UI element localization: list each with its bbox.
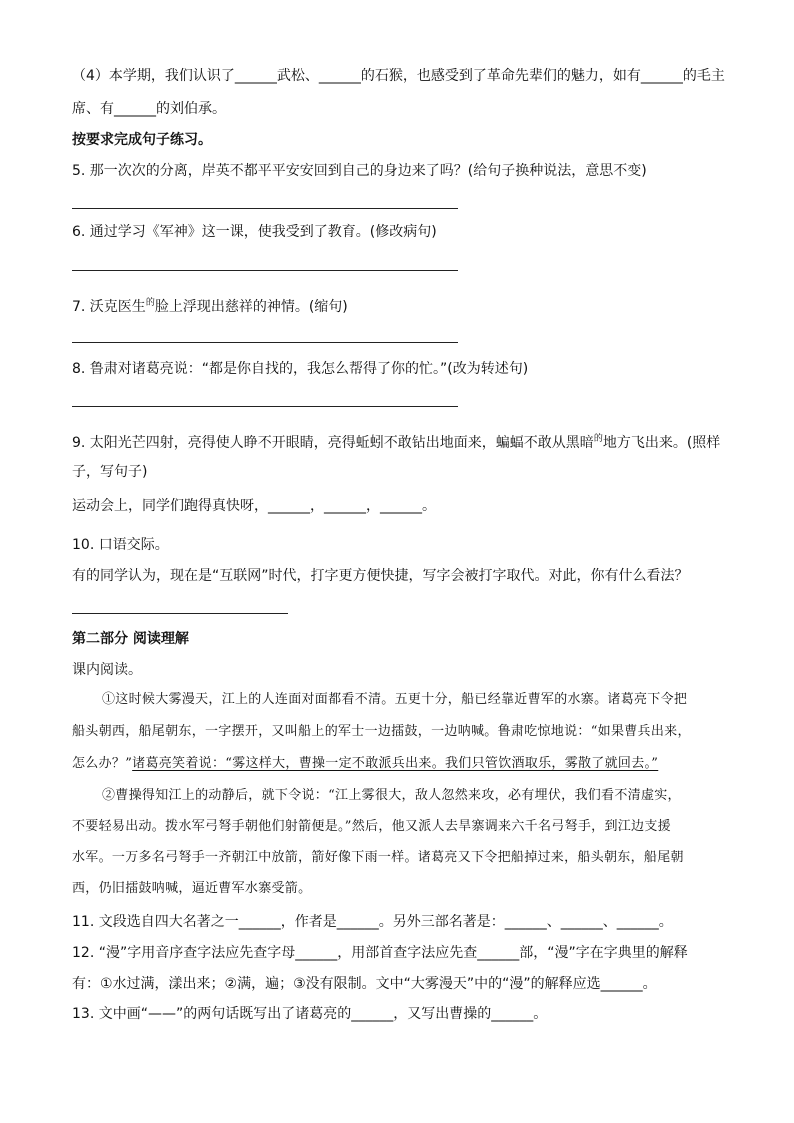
q7-before: 7. 沃克医生 [72, 299, 146, 315]
passage-p1-line3-start: 怎么办？” [72, 756, 133, 771]
q9-before: 9. 太阳光芒四射，亮得使人睁不开眼睛，亮得蚯蚓不敢钻出地面来，蝙蝠不敢从黑暗 [72, 435, 594, 451]
part2-subtitle: 课内阅读。 [72, 662, 142, 678]
q10-text: 有的同学认为，现在是“互联网”时代，打字更方便快捷，写字会被打字取代。对此，你有什么看法？ [72, 568, 689, 584]
passage-p2-line2: 不要轻易出动。拨水军弓弩手朝他们射箭便是。”然后，他又派人去旱寨调来六千名弓弩手，到江边支援 [72, 819, 671, 834]
passage-p1-line1: ①这时候大雾漫天，江上的人连面对面都看不清。五更十分，船已经靠近曹军的水寨。诸葛亮下令把 [102, 692, 688, 707]
q11-prompt: 11. 文段选自四大名著之一______，作者是______。另外三部名著是：______、______、______。 [72, 914, 673, 930]
q9-prompt [72, 429, 720, 453]
passage-p1-line3 [72, 754, 658, 774]
q6-prompt: 6. 通过学习《军神》这一课，使我受到了教育。(修改病句) [72, 224, 437, 240]
section-heading-sentence: 按要求完成句子练习。 [72, 132, 212, 148]
q8-answer-line[interactable] [72, 406, 458, 407]
q12-line1: 12. “漫”字用音序查字法应先查字母______，用部首查字法应先查______部，“漫”字在字典里的解释 [72, 945, 688, 961]
q7-prompt [72, 293, 348, 317]
part2-title: 第二部分 阅读理解 [72, 631, 189, 647]
q7-after: 脸上浮现出慈祥的神情。(缩句) [154, 299, 348, 315]
q6-answer-line[interactable] [72, 270, 458, 271]
passage-p2-line1: ②曹操得知江上的动静后，就下令说：“江上雾很大，敌人忽然来攻，必有埋伏，我们看不清虚实， [102, 788, 681, 803]
passage-underlined-sentence: 诸葛亮笑着说：“雾这样大，曹操一定不敢派兵出来。我们只管饮酒取乐，雾散了就回去。” [132, 756, 659, 771]
q12-line2: 有：①水过满，漾出来；②满，遍；③没有限制。文中“大雾漫天”中的“漫”的解释应选______。 [72, 976, 657, 992]
q9-mark: 的 [593, 434, 603, 444]
q10-title: 10. 口语交际。 [72, 537, 169, 553]
q9-after: 地方飞出来。(照样 [602, 435, 721, 451]
q9-line2: 子，写句子) [72, 464, 148, 480]
q7-answer-line[interactable] [72, 342, 458, 343]
q10-answer-line[interactable] [72, 613, 288, 614]
q4-line1: （4）本学期，我们认识了______武松、______的石猴，也感受到了革命先辈们的魅力，如有______的毛主 [72, 68, 725, 84]
q5-answer-line[interactable] [72, 208, 458, 209]
passage-p2-line4: 西，仍旧擂鼓呐喊，逼近曹军水寨受箭。 [72, 881, 312, 896]
q7-mark: 的 [145, 298, 155, 308]
passage-p2-line3: 水军。一万多名弓弩手一齐朝江中放箭，箭好像下雨一样。诸葛亮又下令把船掉过来，船头朝东，船尾朝 [72, 850, 684, 865]
passage-p1-line2: 船头朝西，船尾朝东，一字摆开，又叫船上的军士一边擂鼓，一边呐喊。鲁肃吃惊地说：“如果曹兵出来， [72, 724, 691, 739]
q13-prompt: 13. 文中画“——”的两句话既写出了诸葛亮的______，又写出曹操的______。 [72, 1006, 548, 1022]
q4-line2: 席、有______的刘伯承。 [72, 101, 226, 117]
q5-prompt: 5. 那一次次的分离，岸英不都平平安安回到自己的身边来了吗？(给句子换种说法，意思不变) [72, 163, 647, 179]
q9-example: 运动会上，同学们跑得真快呀，______，______，______。 [72, 498, 436, 514]
q8-prompt: 8. 鲁肃对诸葛亮说：“都是你自找的，我怎么帮得了你的忙。”(改为转述句) [72, 361, 529, 377]
